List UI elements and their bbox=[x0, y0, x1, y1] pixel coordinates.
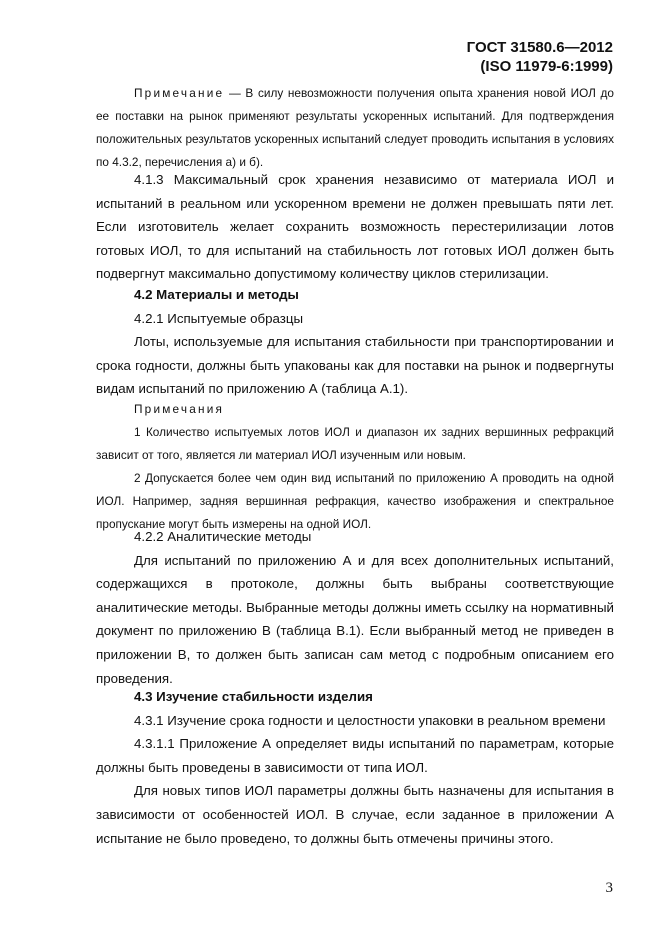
notes-block bbox=[96, 398, 614, 536]
section-4-2 bbox=[96, 283, 614, 401]
section-4-1-3 bbox=[96, 168, 614, 286]
note-top-paragraph bbox=[96, 82, 614, 174]
heading-4-2: 4.2 Материалы и методы bbox=[134, 287, 299, 302]
notes-label: Примечания bbox=[134, 402, 225, 416]
paragraph-new-types: Для новых типов ИОЛ параметры должны быть назначены для испытания в зависимости от особенностей ИОЛ. В случае, если заданное в приложении А испытание не было проведено, то должны быть отмечены причины этого. bbox=[96, 783, 614, 846]
note-label: Примечание bbox=[134, 86, 225, 100]
iso-reference: (ISO 11979-6:1999) bbox=[480, 58, 613, 75]
note-text: — В силу невозможности получения опыта хранения новой ИОЛ до ее поставки на рынок применяют результаты ускоренных испытаний. Для подтверждения положительных результатов ускоренных испытаний следует проводить испытания в условиях по 4.3.2, перечисления а) и б). bbox=[96, 86, 614, 169]
section-4-2-2 bbox=[96, 525, 614, 690]
note-2: 2 Допускается более чем один вид испытаний по приложению А проводить на одной ИОЛ. Например, задняя вершинная рефракция, качество изображения и спектральное пропускание могут быть измерены на одной ИОЛ. bbox=[96, 471, 614, 531]
heading-4-2-2: 4.2.2 Аналитические методы bbox=[134, 529, 312, 544]
heading-4-2-1: 4.2.1 Испытуемые образцы bbox=[134, 310, 304, 326]
paragraph-4-3-1-1: 4.3.1.1 Приложение А определяет виды испытаний по параметрам, которые должны быть проведены в зависимости от типа ИОЛ. bbox=[96, 736, 614, 775]
note-top bbox=[96, 82, 614, 174]
note-1: 1 Количество испытуемых лотов ИОЛ и диапазон их задних вершинных рефракций зависит от того, является ли материал ИОЛ изученным или новым. bbox=[96, 425, 614, 462]
paragraph-4-1-3: 4.1.3 Максимальный срок хранения независимо от материала ИОЛ и испытаний в реальном или ускоренном времени не должен превышать пяти лет. Если изготовитель желает сохранить возможность перестерилизации лотов готовых ИОЛ, то для испытаний на стабильность лот готовых ИОЛ должен быть подвергнут максимально допустимому количеству циклов стерилизации. bbox=[96, 172, 614, 282]
standard-number: ГОСТ 31580.6—2012 bbox=[466, 39, 613, 56]
paragraph-4-2-2: Для испытаний по приложению А и для всех дополнительных испытаний, содержащихся в протоколе, должны быть выбраны соответствующие аналитические методы. Выбранные методы должны иметь ссылку на нормативный документ по приложению В (таблица В.1). Если выбранный метод не приведен в приложении В, то должен быть записан сам метод с подробным описанием его проведения. bbox=[96, 552, 614, 686]
section-4-3 bbox=[96, 685, 614, 850]
heading-4-3-1: 4.3.1 Изучение срока годности и целостности упаковки в реальном времени bbox=[134, 712, 606, 728]
paragraph-4-2-1: Лоты, используемые для испытания стабильности при транспортировании и срока годности, должны быть упакованы как для поставки на рынок и подвергнуты видам испытаний по приложению А (таблица А.1). bbox=[96, 334, 614, 397]
heading-4-3: 4.3 Изучение стабильности изделия bbox=[134, 689, 373, 704]
page-number: 3 bbox=[605, 880, 613, 896]
